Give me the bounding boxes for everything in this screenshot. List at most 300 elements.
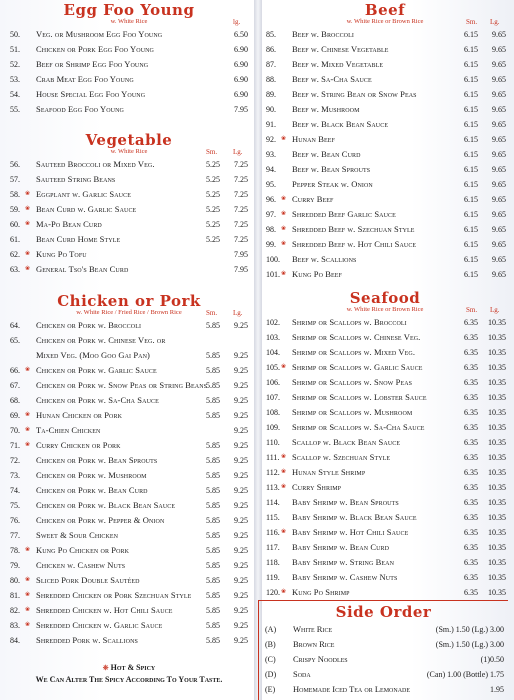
menu-item-row: [262, 330, 508, 345]
item-name: House Special Egg Foo Young: [36, 89, 146, 99]
price-small: 6.35: [464, 453, 478, 462]
item-number: 55.: [10, 105, 20, 114]
header-large: Lg.: [233, 148, 243, 156]
price-large: 9.25: [234, 621, 248, 630]
price-large: 9.65: [492, 105, 506, 114]
price-small: 5.85: [206, 366, 220, 375]
menu-item-row: [262, 435, 508, 450]
spicy-note: [6, 662, 252, 686]
item-number: 109.: [266, 423, 280, 432]
pepper-icon: ❀: [25, 622, 31, 628]
item-name: Ma-Po Bean Curd: [36, 219, 102, 229]
price-large: 9.25: [234, 516, 248, 525]
menu-item-row: [6, 247, 252, 262]
side-order-price: (Can) 1.00 (Bottle) 1.75: [426, 670, 504, 679]
price-large: 10.35: [488, 573, 506, 582]
menu-item-row: [6, 603, 252, 618]
side-order-section: [258, 600, 508, 700]
price-small: 5.85: [206, 381, 220, 390]
item-name: Sauteed String Beans: [36, 174, 116, 184]
price-large: 6.50: [234, 30, 248, 39]
item-number: 96.: [266, 195, 276, 204]
price-large: 9.25: [234, 546, 248, 555]
price-large: 10.35: [488, 498, 506, 507]
price-small: 5.25: [206, 205, 220, 214]
item-name: Shredded Chicken w. Hot Chili Sauce: [36, 605, 173, 615]
header-large: Lg.: [490, 306, 500, 314]
item-name: Shrimp or Scallops w. Snow Peas: [292, 377, 413, 387]
section-title: Chicken or Pork: [57, 292, 201, 310]
price-large: 7.95: [234, 105, 248, 114]
side-order-name: Crispy Noodles: [293, 654, 348, 664]
menu-item-row: [262, 465, 508, 480]
beef-section: [262, 0, 508, 282]
item-name: Sauteed Broccoli or Mixed Veg.: [36, 159, 155, 169]
side-order-name: Brown Rice: [293, 639, 335, 649]
price-large: 9.65: [492, 225, 506, 234]
item-name: Chicken or Pork w. Snow Peas or String Beans: [36, 380, 208, 390]
side-order-price: (Sm.) 1.50 (Lg.) 3.00: [435, 625, 504, 634]
pepper-icon: ❀: [25, 266, 31, 272]
item-name: Ta-Chien Chicken: [36, 425, 101, 435]
item-name: Kung Po Tofu: [36, 249, 87, 259]
item-name: Kung Po Chicken or Pork: [36, 545, 130, 555]
pepper-icon: ❀: [25, 251, 31, 257]
section-subtitle: w. White Rice: [110, 18, 148, 25]
item-number: 119.: [266, 573, 280, 582]
item-name: Chicken or Pork w. Sa-Cha Sauce: [36, 395, 159, 405]
item-name: Beef or Shrimp Egg Foo Young: [36, 59, 149, 69]
menu-item-row: [6, 393, 252, 408]
side-order-row: [259, 622, 508, 637]
item-name: Beef w. Chinese Vegetable: [292, 44, 389, 54]
price-small: 6.35: [464, 498, 478, 507]
item-name: Beef w. Sa-Cha Sauce: [292, 74, 372, 84]
side-order-row: [259, 637, 508, 652]
item-name: Chicken or Pork w. Mushroom: [36, 470, 147, 480]
side-order-code: (E): [265, 685, 276, 694]
menu-item-row: [6, 42, 252, 57]
menu-item-row: [262, 360, 508, 375]
item-name: Shrimp or Scallops w. Garlic Sauce: [292, 362, 423, 372]
item-number: 92.: [266, 135, 276, 144]
item-number: 62.: [10, 250, 20, 259]
item-number: 117.: [266, 543, 280, 552]
menu-item-row: [6, 468, 252, 483]
price-large: 9.25: [234, 441, 248, 450]
menu-item-row: [262, 42, 508, 57]
menu-item-row: [262, 207, 508, 222]
item-number: 57.: [10, 175, 20, 184]
side-order-row: [259, 682, 508, 697]
price-small: 6.35: [464, 438, 478, 447]
menu-item-row: [6, 543, 252, 558]
price-large: 10.35: [488, 408, 506, 417]
item-number: 94.: [266, 165, 276, 174]
price-small: 5.85: [206, 471, 220, 480]
price-small: 6.35: [464, 393, 478, 402]
price-small: 5.85: [206, 351, 220, 360]
menu-item-row: [262, 570, 508, 585]
price-small: 6.15: [464, 120, 478, 129]
item-name: Beef w. Scallions: [292, 254, 357, 264]
menu-item-row: [262, 132, 508, 147]
pepper-icon: ❀: [25, 412, 31, 418]
item-number: 87.: [266, 60, 276, 69]
section-title: Seafood: [349, 289, 421, 307]
vegetable-section: [6, 132, 252, 277]
item-number: 113.: [266, 483, 280, 492]
item-number: 99.: [266, 240, 276, 249]
item-name: Beef w. Bean Sprouts: [292, 164, 371, 174]
price-large: 10.35: [488, 333, 506, 342]
price-large: 9.25: [234, 561, 248, 570]
pepper-icon: ❊: [102, 664, 109, 672]
egg-foo-young-section: [6, 0, 252, 117]
menu-item-row: [6, 408, 252, 423]
price-large: 9.65: [492, 90, 506, 99]
item-name: Curry Chicken or Pork: [36, 440, 121, 450]
menu-item-row: [262, 375, 508, 390]
side-order-price: (1)0.50: [480, 655, 504, 664]
price-small: 5.25: [206, 190, 220, 199]
header-small: Sm.: [206, 309, 218, 317]
pepper-icon: ❀: [281, 196, 287, 202]
pepper-icon: ❀: [25, 607, 31, 613]
item-name: Beef w. String Bean or Snow Peas: [292, 89, 417, 99]
item-number: 111.: [266, 453, 280, 462]
item-number: 98.: [266, 225, 276, 234]
menu-item-row: [6, 27, 252, 42]
side-order-row: [259, 667, 508, 682]
pepper-icon: ❀: [25, 191, 31, 197]
price-large: 6.90: [234, 45, 248, 54]
item-number: 51.: [10, 45, 20, 54]
price-small: 6.15: [464, 255, 478, 264]
price-large: 7.95: [234, 265, 248, 274]
pepper-icon: ❀: [281, 271, 287, 277]
item-name: Baby Shrimp w. Cashew Nuts: [292, 572, 398, 582]
price-small: 5.85: [206, 561, 220, 570]
price-small: 6.15: [464, 240, 478, 249]
price-small: 6.35: [464, 528, 478, 537]
price-large: 9.25: [234, 636, 248, 645]
item-number: 120.: [266, 588, 280, 597]
item-name: Shredded Chicken w. Garlic Sauce: [36, 620, 163, 630]
price-small: 6.15: [464, 105, 478, 114]
price-large: 6.90: [234, 60, 248, 69]
menu-item-row: [6, 172, 252, 187]
item-name: Eggplant w. Garlic Sauce: [36, 189, 131, 199]
section-header: [6, 148, 252, 157]
pepper-icon: ❀: [25, 442, 31, 448]
price-small: 6.15: [464, 165, 478, 174]
item-name: Sweet & Sour Chicken: [36, 530, 119, 540]
item-number: 82.: [10, 606, 20, 615]
item-name: Chicken or Pork w. Broccoli: [36, 320, 142, 330]
item-number: 60.: [10, 220, 20, 229]
side-order-list: [259, 622, 508, 697]
price-large: 9.65: [492, 165, 506, 174]
side-order-code: (C): [265, 655, 276, 664]
menu-item-row: [6, 333, 252, 348]
price-large: 9.65: [492, 120, 506, 129]
side-order-price: 1.95: [490, 685, 504, 694]
price-small: 6.35: [464, 588, 478, 597]
item-name: Pepper Steak w. Onion: [292, 179, 373, 189]
item-number: 56.: [10, 160, 20, 169]
price-large: 9.25: [234, 591, 248, 600]
item-name: Shredded Beef Garlic Sauce: [292, 209, 396, 219]
side-order-row: [259, 652, 508, 667]
price-large: 9.25: [234, 321, 248, 330]
price-large: 10.35: [488, 348, 506, 357]
menu-item-row: [6, 232, 252, 247]
side-order-name: White Rice: [293, 624, 333, 634]
item-number: 61.: [10, 235, 20, 244]
side-order-name: Soda: [293, 669, 311, 679]
pepper-icon: ❀: [281, 484, 287, 490]
item-number: 97.: [266, 210, 276, 219]
item-name: Curry Shrimp: [292, 482, 342, 492]
item-name: Kung Po Shrimp: [292, 587, 350, 597]
header-large: Lg.: [490, 18, 500, 26]
item-name: Shredded Chicken or Pork Szechuan Style: [36, 590, 192, 600]
price-large: 10.35: [488, 513, 506, 522]
price-small: 6.15: [464, 135, 478, 144]
price-small: 6.15: [464, 210, 478, 219]
item-name: Sliced Pork Double Sautéed: [36, 575, 140, 585]
price-large: 9.25: [234, 396, 248, 405]
item-name: Beef w. Mushroom: [292, 104, 360, 114]
price-large: 10.35: [488, 318, 506, 327]
menu-item-row: [262, 420, 508, 435]
price-small: 6.15: [464, 195, 478, 204]
seafood-section: [262, 290, 508, 600]
price-large: 9.65: [492, 255, 506, 264]
price-small: 5.85: [206, 456, 220, 465]
chicken-pork-section: [6, 293, 252, 648]
item-number: 59.: [10, 205, 20, 214]
price-large: 10.35: [488, 378, 506, 387]
item-number: 73.: [10, 471, 20, 480]
price-large: 7.25: [234, 190, 248, 199]
item-number: 76.: [10, 516, 20, 525]
price-large: 7.25: [234, 175, 248, 184]
item-name: Veg. or Mushroom Egg Foo Young: [36, 29, 163, 39]
item-number: 71.: [10, 441, 20, 450]
menu-item-row: [262, 540, 508, 555]
item-number: 91.: [266, 120, 276, 129]
price-large: 10.35: [488, 453, 506, 462]
item-number: 69.: [10, 411, 20, 420]
menu-item-row: [6, 57, 252, 72]
pepper-icon: ❀: [25, 427, 31, 433]
pepper-icon: ❀: [25, 577, 31, 583]
price-large: 9.25: [234, 471, 248, 480]
menu-item-row: [6, 573, 252, 588]
item-list: [262, 27, 508, 282]
price-large: 9.65: [492, 210, 506, 219]
menu-item-row: [6, 453, 252, 468]
item-number: 68.: [10, 396, 20, 405]
menu-item-row: [6, 633, 252, 648]
price-large: 6.90: [234, 90, 248, 99]
price-large: 9.25: [234, 576, 248, 585]
header-small: Sm.: [466, 18, 478, 26]
item-number: 66.: [10, 366, 20, 375]
section-header: [6, 309, 252, 318]
price-small: 6.35: [464, 513, 478, 522]
item-number: 79.: [10, 561, 20, 570]
price-large: 9.65: [492, 270, 506, 279]
item-name: Shrimp or Scallops w. Mushroom: [292, 407, 413, 417]
menu-item-row: [262, 72, 508, 87]
item-name: Mixed Veg. (Moo Goo Gai Pan): [36, 350, 150, 360]
menu-item-row: [262, 450, 508, 465]
menu-item-row: [262, 510, 508, 525]
menu-item-row: [262, 495, 508, 510]
section-header: [262, 306, 508, 315]
price-small: 6.35: [464, 483, 478, 492]
section-title: Vegetable: [85, 131, 173, 149]
price-large: 7.25: [234, 220, 248, 229]
item-number: 90.: [266, 105, 276, 114]
price-small: 6.15: [464, 225, 478, 234]
menu-item-row: [262, 222, 508, 237]
item-name: Chicken or Pork w. Bean Sprouts: [36, 455, 158, 465]
item-number: 118.: [266, 558, 280, 567]
item-number: 81.: [10, 591, 20, 600]
item-name: General Tso's Bean Curd: [36, 264, 129, 274]
pepper-icon: ❀: [281, 469, 287, 475]
item-number: 100.: [266, 255, 280, 264]
item-name: Beef w. Mixed Vegetable: [292, 59, 384, 69]
item-name: Chicken or Pork Egg Foo Young: [36, 44, 154, 54]
price-large: 9.25: [234, 501, 248, 510]
price-small: 5.25: [206, 175, 220, 184]
menu-item-row: [262, 405, 508, 420]
price-large: 9.25: [234, 411, 248, 420]
item-name: Chicken or Pork w. Chinese Veg. or: [36, 335, 166, 345]
menu-item-row: [262, 192, 508, 207]
item-name: Kung Po Beef: [292, 269, 342, 279]
menu-item-row: [6, 87, 252, 102]
pepper-icon: ❀: [281, 136, 287, 142]
price-large: 9.65: [492, 240, 506, 249]
item-name: Chicken w. Cashew Nuts: [36, 560, 126, 570]
item-name: Shredded Beef w. Hot Chili Sauce: [292, 239, 417, 249]
menu-item-row: [6, 348, 252, 363]
pepper-icon: ❀: [281, 226, 287, 232]
price-small: 6.15: [464, 30, 478, 39]
item-name: Bean Curd w. Garlic Sauce: [36, 204, 137, 214]
price-large: 9.65: [492, 195, 506, 204]
price-large: 10.35: [488, 588, 506, 597]
section-title: Beef: [364, 1, 406, 19]
price-large: 9.65: [492, 150, 506, 159]
price-small: 6.15: [464, 60, 478, 69]
menu-item-row: [6, 202, 252, 217]
item-number: 108.: [266, 408, 280, 417]
price-large: 9.25: [234, 486, 248, 495]
price-small: 5.85: [206, 621, 220, 630]
header-small: Sm.: [206, 148, 218, 156]
price-small: 5.25: [206, 220, 220, 229]
price-small: 6.35: [464, 573, 478, 582]
item-number: 77.: [10, 531, 20, 540]
menu-item-row: [6, 498, 252, 513]
item-number: 70.: [10, 426, 20, 435]
price-small: 6.35: [464, 408, 478, 417]
section-subtitle: w. White Rice: [110, 148, 148, 155]
price-large: 9.25: [234, 366, 248, 375]
menu-item-row: [262, 267, 508, 282]
item-number: 102.: [266, 318, 280, 327]
menu-item-row: [6, 618, 252, 633]
menu-item-row: [6, 483, 252, 498]
price-large: 9.65: [492, 60, 506, 69]
menu-item-row: [6, 588, 252, 603]
pepper-icon: ❀: [281, 364, 287, 370]
item-name: Shredded Beef w. Szechuan Style: [292, 224, 415, 234]
price-small: 5.85: [206, 501, 220, 510]
menu-item-row: [6, 423, 252, 438]
menu-item-row: [6, 513, 252, 528]
item-name: Chicken or Pork w. Bean Curd: [36, 485, 148, 495]
side-order-code: (A): [265, 625, 277, 634]
price-small: 6.35: [464, 318, 478, 327]
price-small: 5.85: [206, 531, 220, 540]
price-small: 5.85: [206, 516, 220, 525]
price-small: 5.25: [206, 160, 220, 169]
item-name: Hunan Chicken or Pork: [36, 410, 123, 420]
price-small: 5.85: [206, 636, 220, 645]
item-name: Shrimp or Scallops w. Broccoli: [292, 317, 407, 327]
menu-item-row: [6, 217, 252, 232]
pepper-icon: ❀: [281, 211, 287, 217]
price-large: 9.65: [492, 180, 506, 189]
item-number: 114.: [266, 498, 280, 507]
menu-item-row: [6, 438, 252, 453]
price-small: 5.85: [206, 591, 220, 600]
pepper-icon: ❀: [281, 454, 287, 460]
item-number: 75.: [10, 501, 20, 510]
side-order-code: (B): [265, 640, 276, 649]
menu-item-row: [262, 117, 508, 132]
menu-item-row: [6, 378, 252, 393]
item-number: 93.: [266, 150, 276, 159]
price-large: 10.35: [488, 393, 506, 402]
item-number: 106.: [266, 378, 280, 387]
pepper-icon: ❀: [25, 367, 31, 373]
price-small: 6.35: [464, 348, 478, 357]
price-small: 5.85: [206, 606, 220, 615]
item-number: 72.: [10, 456, 20, 465]
pepper-icon: ❀: [281, 241, 287, 247]
menu-item-row: [262, 345, 508, 360]
item-list: [6, 318, 252, 648]
header-small: Sm.: [466, 306, 478, 314]
price-large: 9.65: [492, 30, 506, 39]
item-name: Hunan Beef: [292, 134, 335, 144]
item-number: 103.: [266, 333, 280, 342]
side-order-price: (Sm.) 1.50 (Lg.) 3.00: [435, 640, 504, 649]
menu-item-row: [262, 237, 508, 252]
menu-item-row: [262, 390, 508, 405]
item-number: 58.: [10, 190, 20, 199]
price-small: 6.15: [464, 75, 478, 84]
